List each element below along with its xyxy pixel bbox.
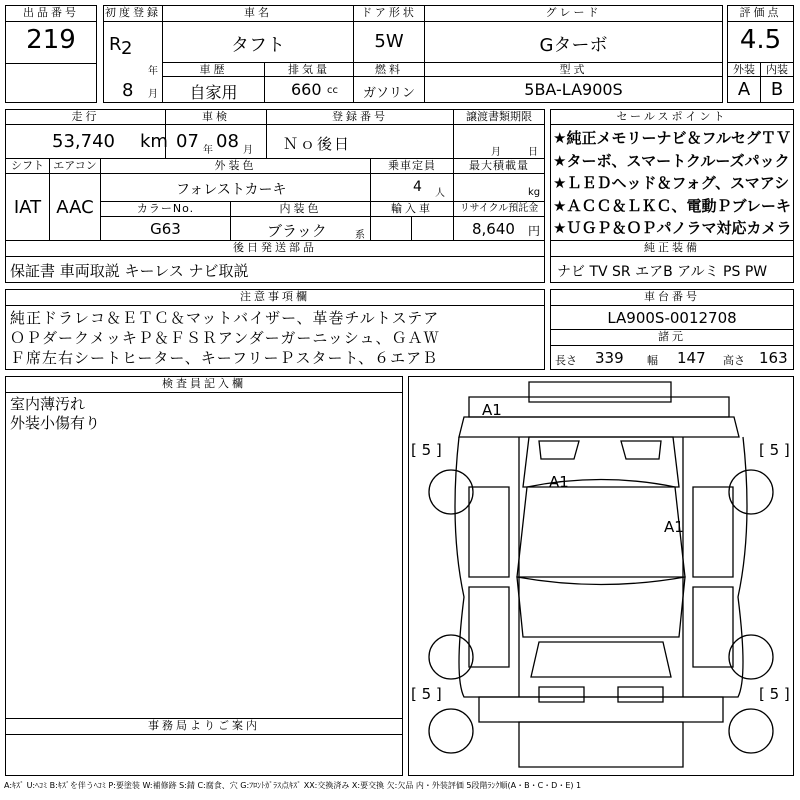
- exterior-box: [727, 76, 761, 103]
- reg-no-box: [266, 124, 454, 159]
- int-color-label: 内装色: [230, 201, 371, 217]
- capacity: 4: [413, 179, 422, 195]
- int-color-box: [230, 216, 371, 241]
- office-label: 事務局よりご案内: [5, 718, 403, 735]
- exterior-label: 外装: [727, 62, 761, 77]
- lot-extra-box: [5, 63, 97, 103]
- mirror-left: [539, 441, 579, 459]
- reg-no-label: 登録番号: [266, 109, 454, 125]
- import-box-b: [411, 216, 454, 241]
- mileage-label: 走行: [5, 109, 166, 125]
- inspector-line: 外装小傷有り: [10, 414, 101, 432]
- import-box-a: [370, 216, 412, 241]
- load-box: [453, 173, 545, 202]
- height: 163: [759, 349, 788, 367]
- insp-month-unit: 月: [243, 145, 253, 156]
- spare-wheel-right: [729, 709, 773, 753]
- inspector-label: 検査員記入欄: [5, 376, 403, 393]
- recycle-box: [453, 216, 545, 241]
- std-equip: ナビ TV SR エアB アルミ PS PW: [557, 264, 768, 280]
- sales-points-label: セールスポイント: [550, 109, 794, 125]
- aircon-label: エアコン: [49, 158, 101, 174]
- transfer-day-unit: 日: [528, 147, 538, 158]
- car-name: タフト: [231, 35, 285, 56]
- bumper-top: [529, 382, 671, 402]
- score-box: [727, 21, 794, 63]
- sales-point: ★ＬＥＤヘッド＆フォグ、スマアシ: [553, 174, 790, 192]
- chassis-box: [550, 305, 794, 330]
- door-box: [353, 21, 425, 63]
- tire-mark-rear-left: [ 5 ]: [411, 685, 442, 703]
- inspector-line: 室内薄汚れ: [10, 395, 86, 413]
- inspection-label: 車検: [165, 109, 267, 125]
- damage-mark-right: A1: [664, 518, 684, 536]
- later-parts-label: 後日発送部品: [5, 240, 545, 257]
- recycle: 8,640: [472, 220, 515, 238]
- displacement-label: 排気量: [264, 62, 354, 77]
- color-no-label: カラーNo.: [100, 201, 231, 217]
- first-reg-box: [103, 21, 163, 103]
- wheel-rear-right: [729, 635, 773, 679]
- note-line: Ｆ席左右シートヒーター、キーフリーＰスタート、６エアＢ: [10, 349, 439, 367]
- office-box: [5, 734, 403, 776]
- ext-color: フォレストカーキ: [176, 182, 287, 198]
- capacity-label: 乗車定員: [370, 158, 454, 174]
- kg-unit: kg: [528, 187, 541, 198]
- chassis-no: LA900S-0012708: [607, 309, 737, 327]
- fuel-label: 燃料: [353, 62, 425, 77]
- inspector-notes: [10, 395, 100, 433]
- lot-box: [5, 21, 97, 64]
- transfer-box: [453, 124, 545, 159]
- interior-label: 内装: [760, 62, 794, 77]
- door-right-rear: [693, 587, 733, 667]
- inspection-box: [165, 124, 267, 159]
- specs-label: 諸元: [550, 329, 794, 346]
- height-label: 高さ: [723, 354, 745, 367]
- kei-unit: 系: [355, 230, 365, 241]
- std-equip-label: 純正装備: [550, 240, 794, 257]
- fuel: ガソリン: [362, 86, 415, 101]
- lot-label: 出品番号: [5, 5, 97, 22]
- shift: IAT: [13, 197, 42, 218]
- aircon: AAC: [56, 197, 94, 218]
- specs-box: [550, 345, 794, 370]
- import-label: 輸入車: [370, 201, 454, 217]
- width-label: 幅: [647, 354, 658, 367]
- hood-edge: [459, 417, 739, 437]
- interior-box: [760, 76, 794, 103]
- sales-point: ★ターボ、スマートクルーズパック: [553, 151, 790, 170]
- car-name-box: [162, 21, 354, 63]
- inspection-year: 07: [176, 131, 199, 152]
- rear-bumper: [479, 697, 723, 722]
- length-label: 長さ: [555, 354, 577, 367]
- grade-box: [424, 21, 723, 63]
- displacement-box: [264, 76, 354, 103]
- mileage-box: [5, 124, 166, 159]
- score: 4.5: [739, 25, 782, 55]
- length: 339: [595, 349, 624, 367]
- grade: Gターボ: [539, 35, 608, 56]
- later-parts: 保証書 車両取説 キーレス ナビ取説: [10, 262, 249, 280]
- roof: [517, 480, 685, 585]
- wheel-rear-left: [429, 635, 473, 679]
- grade-label: グレード: [424, 5, 723, 22]
- transfer-month-unit: 月: [491, 147, 501, 158]
- month-unit: 月: [148, 89, 158, 100]
- int-color: ブラック: [267, 222, 327, 240]
- rear-lamp-right: [618, 687, 663, 702]
- chassis-label: 車台番号: [550, 289, 794, 306]
- transfer-label: 譲渡書類期限: [453, 109, 545, 125]
- shift-label: シフト: [5, 158, 50, 174]
- ext-color-label: 外装色: [100, 158, 371, 174]
- sales-points-list: [553, 127, 791, 240]
- sales-point: ★ＵＧＰ＆ＯＰパノラマ対応カメラ: [553, 219, 792, 237]
- wheel-front-left: [429, 470, 473, 514]
- inspector-box: [5, 392, 403, 719]
- ext-color-box: [100, 173, 371, 202]
- model-box: [424, 76, 723, 103]
- rear-lamp-left: [539, 687, 584, 702]
- notes-label: 注意事項欄: [5, 289, 545, 306]
- insp-year-unit: 年: [203, 145, 213, 156]
- history: 自家用: [189, 83, 238, 102]
- history-box: [162, 76, 265, 103]
- mirror-right: [621, 441, 661, 459]
- door-left-front: [469, 487, 509, 577]
- shift-box: [5, 173, 50, 241]
- load-label: 最大積載量: [453, 158, 545, 174]
- legend: A:ｷｽﾞ U:ﾍｺﾐ B:ｷｽﾞを伴うﾍｺﾐ P:要塗装 W:補修跡 S:錆 C:腐食、穴 G:ﾌﾛﾝﾄｶﾞﾗｽ点ｷｽﾞ XX:交換済み X:要交換 欠:欠品 内・外装評価 5段階ﾗﾝｸ順(A・B・C・D・E) 1: [4, 781, 582, 790]
- rear-window: [517, 577, 685, 637]
- width: 147: [677, 349, 706, 367]
- door-right-front: [693, 487, 733, 577]
- inspection-month: 08: [216, 131, 239, 152]
- car-diagram: [408, 376, 794, 776]
- sales-point: ★ＡＣＣ＆ＬＫＣ、電動Ｐブレーキ: [553, 196, 791, 215]
- door-label: ドア形状: [353, 5, 425, 22]
- displacement: 660: [291, 80, 322, 99]
- reg-no: Ｎｏ後日: [283, 135, 352, 153]
- reg-month: 8: [122, 80, 134, 101]
- lot-number: 219: [26, 25, 76, 55]
- interior-grade: B: [770, 79, 784, 100]
- damage-mark-front: A1: [482, 401, 502, 419]
- recycle-label: リサイクル預託金: [453, 201, 545, 217]
- car-name-label: 車名: [162, 5, 354, 22]
- capacity-box: [370, 173, 454, 202]
- tire-mark-front-left: [ 5 ]: [411, 441, 442, 459]
- car-diagram-svg: [409, 377, 793, 775]
- aircon-box: [49, 173, 101, 241]
- era-year: 2: [121, 38, 133, 59]
- notes-list: [10, 308, 439, 368]
- model-label: 型式: [424, 62, 723, 77]
- year-unit: 年: [148, 66, 158, 77]
- rear-lower: [519, 722, 683, 767]
- spare-wheel-left: [429, 709, 473, 753]
- sales-points-box: [550, 124, 794, 241]
- color-no: G63: [150, 220, 181, 238]
- color-no-box: [100, 216, 231, 241]
- sales-point: ★純正メモリーナビ＆フルセグＴＶ: [553, 129, 791, 147]
- later-parts-box: [5, 256, 545, 283]
- cc-unit: cc: [327, 85, 338, 96]
- notes-box: [5, 305, 545, 370]
- yen-unit: 円: [528, 224, 541, 238]
- wheel-front-right: [729, 470, 773, 514]
- front-panel: [469, 397, 729, 417]
- tire-mark-front-right: [ 5 ]: [759, 441, 790, 459]
- door-left-rear: [469, 587, 509, 667]
- std-equip-box: [550, 256, 794, 283]
- body-outline: [455, 437, 747, 697]
- tire-mark-rear-right: [ 5 ]: [759, 685, 790, 703]
- history-label: 車歴: [162, 62, 265, 77]
- fuel-box: [353, 76, 425, 103]
- km-unit: km: [140, 131, 168, 152]
- model-code: 5BA-LA900S: [524, 80, 623, 99]
- exterior-grade: A: [737, 79, 751, 100]
- first-reg-label: 初度登録: [103, 5, 163, 22]
- people-unit: 人: [435, 188, 445, 199]
- era-letter: R: [109, 34, 122, 55]
- damage-mark-hood: A1: [549, 473, 569, 491]
- score-label: 評価点: [727, 5, 794, 22]
- note-line: 純正ドラレコ＆ＥＴＣ＆マットバイザー、革巻チルトステア: [10, 309, 440, 327]
- note-line: ＯＰダークメッキＰ＆ＦＳＲアンダーガーニッシュ、ＧＡＷ: [10, 329, 440, 347]
- mileage: 53,740: [52, 131, 115, 152]
- door-type: 5W: [374, 31, 404, 52]
- tailgate: [531, 642, 671, 677]
